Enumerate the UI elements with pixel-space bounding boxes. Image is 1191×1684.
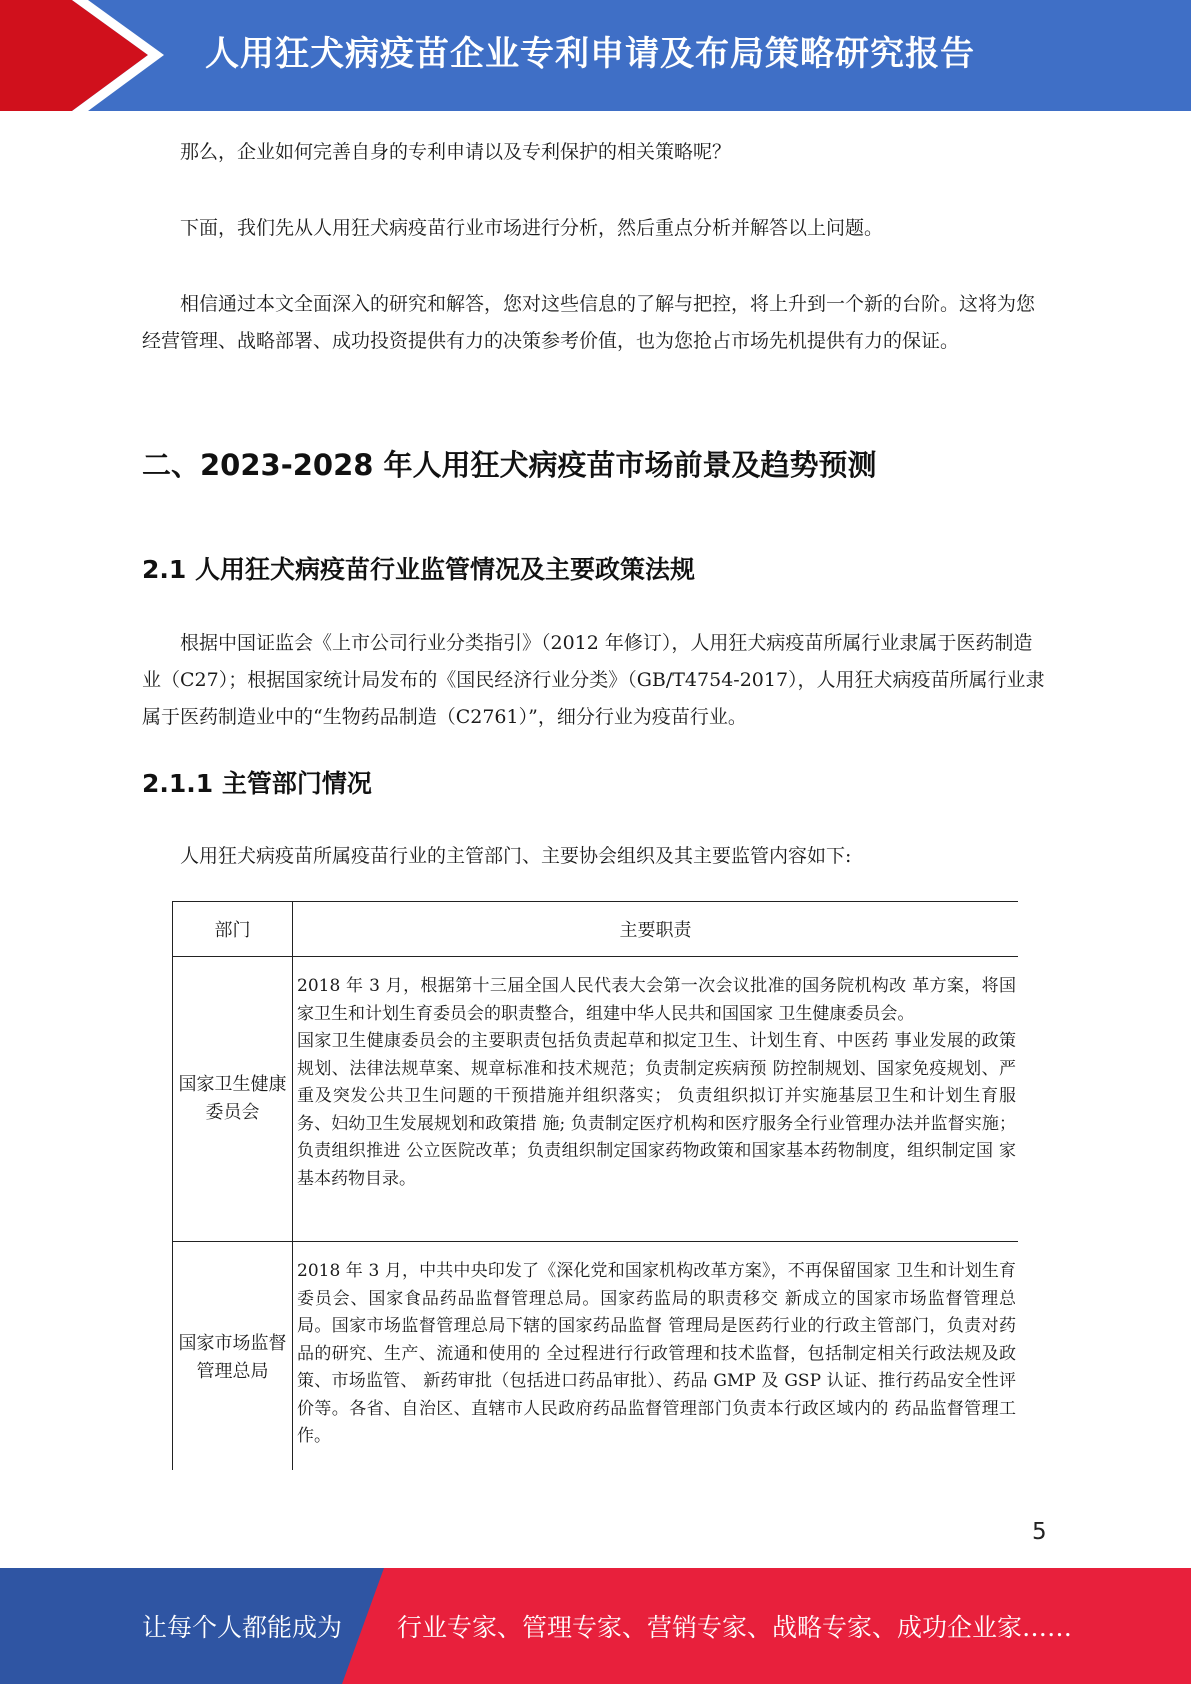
footer-slogan-left: 让每个人都能成为 xyxy=(142,1613,343,1642)
page-footer xyxy=(0,1568,1191,1684)
paragraph-classification: 根据中国证监会《上市公司行业分类指引》（2012 年修订），人用狂犬病疫苗所属行业隶属于医药制造业（C27）；根据国家统计局发布的《国民经济行业分类》（GB/T4754-2017），人用狂犬病疫苗所属行业隶属于医药制造业中的“生物药品制造（C2761）”，细分行业为疫苗行业。 xyxy=(142,632,1045,728)
table-cell-duty xyxy=(293,1242,1019,1471)
paragraph-approach: 下面，我们先从人用狂犬病疫苗行业市场进行分析，然后重点分析并解答以上问题。 xyxy=(180,217,884,239)
table-row xyxy=(173,957,1019,1242)
table-header-duty: 主要职责 xyxy=(293,902,1019,957)
subsection-heading-2-1-1: 2.1.1 主管部门情况 xyxy=(142,769,372,798)
duty-paragraph: 国家卫生健康委员会的主要职责包括负责起草和拟定卫生、计划生育、中医药 事业发展的政策规划、法律法规草案、规章标准和技术规范；负责制定疾病预 防控制规划、国家免疫规划、严重及突发公共卫生问题的干预措施并组织落实； 负责组织拟订并实施基层卫生和计划生育服务、妇幼卫生发展规划和政策措 施; 负责制定医疗机构和医疗服务全行业管理办法并监督实施；负责组织推进 公立医院改革；负责组织制定国家药物政策和国家基本药物制度，组织制定国 家基本药物目录。 xyxy=(297,1031,1016,1189)
footer-slogan-right: 行业专家、管理专家、营销专家、战略专家、成功企业家…… xyxy=(397,1613,1073,1642)
report-title: 人用狂犬病疫苗企业专利申请及布局策略研究报告 xyxy=(205,34,975,74)
duty-paragraph: 2018 年 3 月，根据第十三届全国人民代表大会第一次会议批准的国务院机构改 革方案，将国家卫生和计划生育委员会的职责整合，组建中华人民共和国国家 卫生健康委员会。 xyxy=(297,976,1016,1024)
table-cell-dept: 国家市场监督管理总局 xyxy=(173,1242,293,1471)
section-heading: 二、2023-2028 年人用狂犬病疫苗市场前景及趋势预测 xyxy=(142,448,877,482)
regulators-table-container xyxy=(172,901,1018,1470)
table-cell-duty xyxy=(293,957,1019,1242)
table-header-dept: 部门 xyxy=(173,902,293,957)
page-number: 5 xyxy=(1032,1519,1047,1545)
table-row xyxy=(173,1242,1019,1471)
duty-paragraph: 2018 年 3 月，中共中央印发了《深化党和国家机构改革方案》，不再保留国家 卫生和计划生育委员会、国家食品药品监督管理总局。国家药监局的职责移交 新成立的国家市场监督管理总局。国家市场监督管理总局下辖的国家药品监督 管理局是医药行业的行政主管部门，负责对药品的研究、生产、流通和使用的 全过程进行行政管理和技术监督，包括制定相关行政法规及政策、市场监管、 新药审批（包括进口药品审批）、药品 GMP 及 GSP 认证、推行药品安全性评 价等。各省、自治区、直辖市人民政府药品监督管理部门负责本行政区域内的 药品监督管理工作。 xyxy=(297,1261,1016,1446)
table-cell-dept: 国家卫生健康委员会 xyxy=(173,957,293,1242)
header-red-arrow xyxy=(0,0,148,111)
paragraph-table-intro: 人用狂犬病疫苗所属疫苗行业的主管部门、主要协会组织及其主要监管内容如下: xyxy=(180,845,852,867)
table-header-row xyxy=(173,902,1019,957)
page-header xyxy=(0,0,1191,111)
paragraph-value: 相信通过本文全面深入的研究和解答，您对这些信息的了解与把控，将上升到一个新的台阶。这将为您经营管理、战略部署、成功投资提供有力的决策参考价值，也为您抢占市场先机提供有力的保证。 xyxy=(142,293,1036,352)
paragraph-question: 那么，企业如何完善自身的专利申请以及专利保护的相关策略呢？ xyxy=(180,141,732,163)
regulators-table xyxy=(172,901,1018,1470)
subsection-heading-2-1: 2.1 人用狂犬病疫苗行业监管情况及主要政策法规 xyxy=(142,555,695,584)
